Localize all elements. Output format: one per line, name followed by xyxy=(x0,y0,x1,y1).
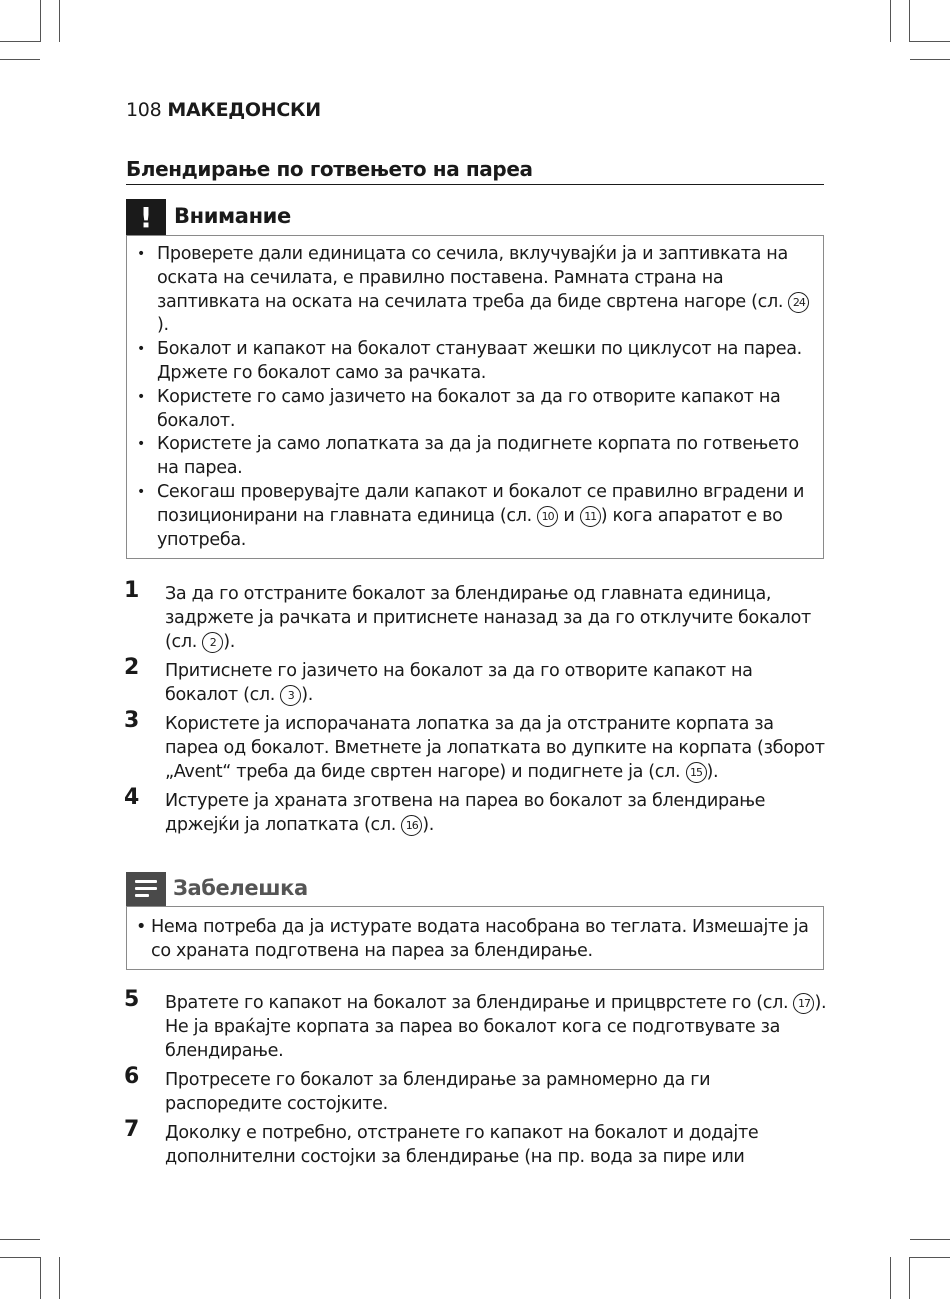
note-lines-icon xyxy=(126,872,166,906)
warning-item: • Користете го само јазичето на бокалот за да го отворите капакот на бокалот. xyxy=(157,386,815,434)
figure-ref: 2 xyxy=(202,632,223,653)
language-label: МАКЕДОНСКИ xyxy=(167,99,321,121)
note-text: • Нема потреба да ја истурате водата насобрана во теглата. Измешајте ја со храната подготвена на пареа за блендирање. xyxy=(127,907,823,963)
warning-list xyxy=(127,236,823,552)
note-header xyxy=(126,872,824,906)
section-title: Блендирање по готвењето на пареа xyxy=(126,157,824,185)
steps-list xyxy=(124,987,828,1174)
figure-ref: 11 xyxy=(580,506,601,527)
note-box xyxy=(126,906,824,970)
step-number: 3 xyxy=(124,708,139,733)
step-1: 1 За да го отстраните бокалот за блендирање од главната единица, задржете ја рачката и притиснете наназад за да го отклучите бокалот (сл. 2 ). xyxy=(124,578,811,652)
step-2: 2 Притиснете го јазичето на бокалот за да го отворите капакот на бокалот (сл. 3 ). xyxy=(124,655,753,705)
step-7: 7 Доколку е потребно, отстранете го капакот на бокалот и додајте дополнителни состојки за блендирање (на пр. вода за пире или xyxy=(124,1117,759,1167)
page-header xyxy=(126,99,321,121)
warning-item: • Користете ја само лопатката за да ја подигнете корпата по готвењето на пареа. xyxy=(157,433,815,481)
step-3: 3 Користете ја испорачаната лопатка за да ја отстраните корпата за пареа од бокалот. Вметнете ја лопатката во дупките на корпата (зборот „Avent“ треба да биде свртен нагоре) и подигнете ја (сл. 15 ). xyxy=(124,708,825,782)
warning-header xyxy=(126,199,824,237)
step-number: 7 xyxy=(124,1117,139,1142)
step-number: 6 xyxy=(124,1064,139,1089)
figure-ref: 3 xyxy=(280,685,301,706)
step-number: 5 xyxy=(124,987,139,1012)
steps-list xyxy=(124,578,828,842)
figure-ref: 16 xyxy=(401,815,422,836)
step-number: 2 xyxy=(124,655,139,680)
figure-ref: 10 xyxy=(537,506,558,527)
figure-ref: 15 xyxy=(686,762,707,783)
step-5: 5 Вратете го капакот на бокалот за блендирање и прицврстете го (сл. 17 ). Не ја враќајте корпата за пареа во бокалот кога се подготвувате за блендирање. xyxy=(124,987,827,1061)
warning-label: Внимание xyxy=(174,204,291,228)
step-number: 4 xyxy=(124,785,139,810)
step-4: 4 Истурете ја храната зготвена на пареа во бокалот за блендирање држејќи ја лопатката (сл. 16 ). xyxy=(124,785,766,835)
figure-ref: 24 xyxy=(788,292,809,313)
step-number: 1 xyxy=(124,578,139,603)
step-6: 6 Протресете го бокалот за блендирање за рамномерно да ги распоредите состојките. xyxy=(124,1064,711,1114)
note-label: Забелешка xyxy=(173,876,308,900)
page-number: 108 xyxy=(126,99,162,121)
exclamation-icon: ! xyxy=(126,199,166,236)
figure-ref: 17 xyxy=(793,993,814,1014)
warning-item: • Бокалот и капакот на бокалот стануваат жешки по циклусот на пареа. Држете го бокалот само за рачката. xyxy=(157,338,815,386)
warning-box xyxy=(126,235,824,559)
warning-item: • Проверете дали единицата со сечила, вклучувајќи ја и заптивката на оската на сечилата, е правилно поставена. Рамната страна на заптивката на оската на сечилата треба да биде свртена нагоре (сл. 24). xyxy=(157,243,815,338)
warning-item: • Секогаш проверувајте дали капакот и бокалот се правилно вградени и позиционирани на главната единица (сл. 10 и 11 ) кога апаратот е во употреба. xyxy=(157,481,815,552)
